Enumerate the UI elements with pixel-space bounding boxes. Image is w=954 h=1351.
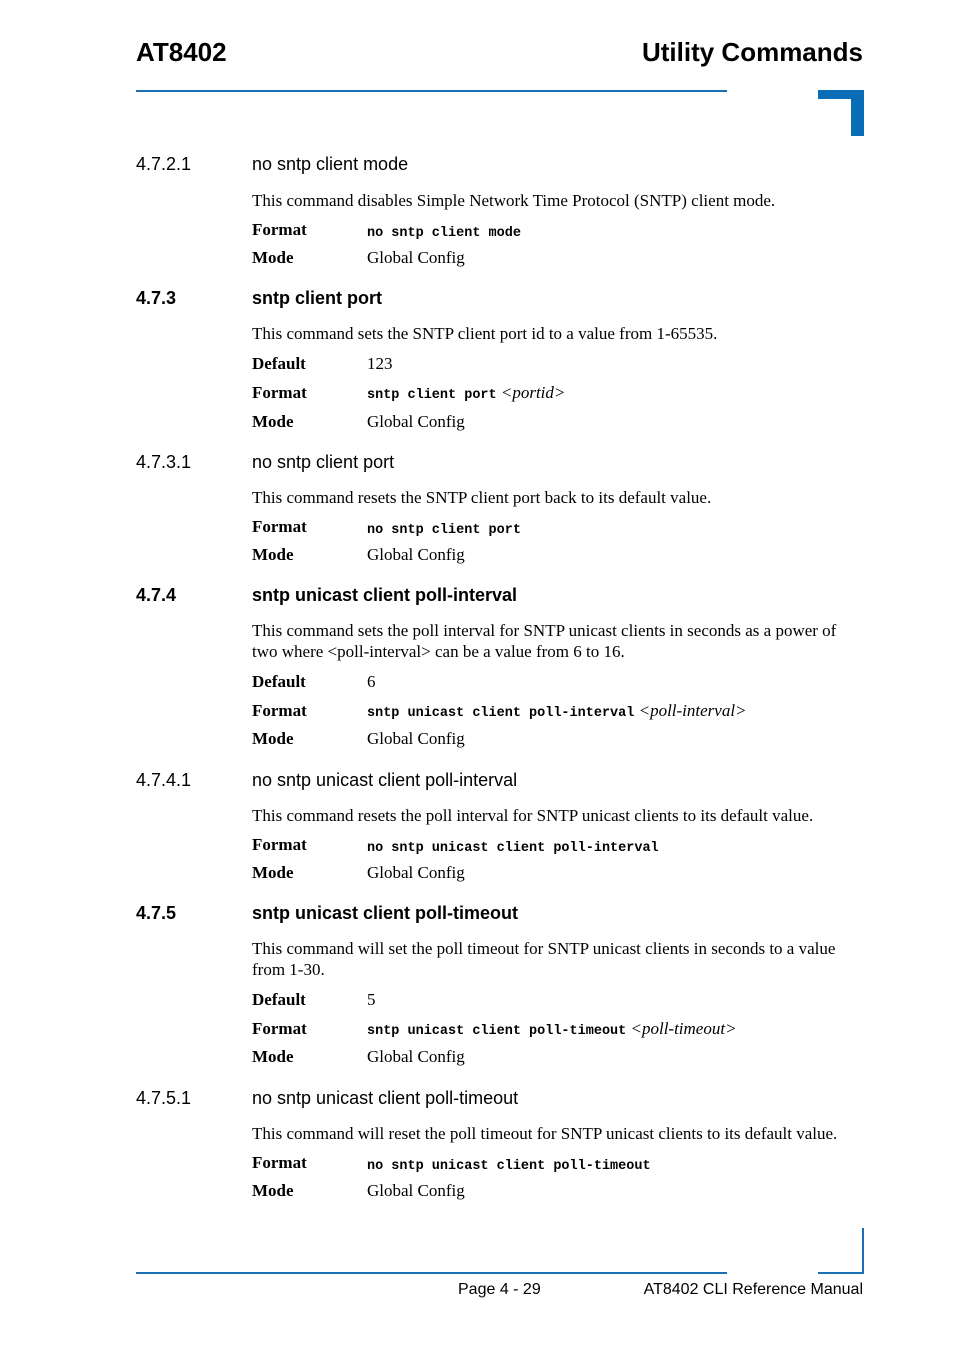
format-command: no sntp client mode <box>367 226 521 241</box>
header-rule <box>136 90 727 92</box>
section-number: 4.7.2.1 <box>136 154 192 174</box>
section-description: This command disables Simple Network Time Protocol (SNTP) client mode. <box>252 191 776 210</box>
section-title: sntp client port <box>252 288 382 308</box>
manual-title: AT8402 CLI Reference Manual <box>643 1281 863 1298</box>
mode-value: Global Config <box>367 1047 465 1066</box>
page-number: Page 4 - 29 <box>458 1281 541 1298</box>
section-title: no sntp unicast client poll-timeout <box>252 1088 519 1108</box>
section-description: This command sets the poll interval for SNTP unicast clients in seconds as a power of two where <poll-interval> can be a value from 6 to 16. <box>252 621 837 661</box>
section-number: 4.7.4 <box>136 585 177 605</box>
section-number: 4.7.5.1 <box>136 1088 192 1108</box>
section-title: sntp unicast client poll-interval <box>252 585 518 605</box>
footer-rule-right <box>818 1272 864 1274</box>
mode-label: Mode <box>252 863 294 882</box>
format-label: Format <box>252 1153 307 1172</box>
mode-label: Mode <box>252 1047 294 1066</box>
mode-value: Global Config <box>367 1181 465 1200</box>
format-command: no sntp client port <box>367 523 521 538</box>
format-label: Format <box>252 835 307 854</box>
format-label: Format <box>252 220 307 239</box>
format-label: Format <box>252 701 307 720</box>
mode-value: Global Config <box>367 545 465 564</box>
format-command: sntp unicast client poll-interval <box>367 706 635 721</box>
mode-value: Global Config <box>367 729 465 748</box>
corner-mark-top <box>818 90 864 136</box>
section-description: This command resets the SNTP client port back to its default value. <box>252 488 712 507</box>
default-label: Default <box>252 990 306 1009</box>
format-value <box>367 383 565 403</box>
format-command: sntp unicast client poll-timeout <box>367 1024 627 1039</box>
section-number: 4.7.3 <box>136 288 177 308</box>
section-title: no sntp unicast client poll-interval <box>252 770 518 790</box>
format-label: Format <box>252 1019 307 1038</box>
section-title: no sntp client port <box>252 452 395 472</box>
footer-rule <box>136 1272 727 1274</box>
format-argument: <poll-interval> <box>638 701 747 720</box>
default-value: 123 <box>367 354 393 373</box>
mode-label: Mode <box>252 1181 294 1200</box>
format-value <box>367 836 659 856</box>
section-number: 4.7.3.1 <box>136 452 192 472</box>
default-value: 5 <box>367 990 376 1009</box>
section-number: 4.7.4.1 <box>136 770 192 790</box>
format-value <box>367 221 521 241</box>
header-right-title: Utility Commands <box>641 37 863 67</box>
format-argument: <portid> <box>500 383 566 402</box>
mode-value: Global Config <box>367 248 465 267</box>
format-value <box>367 701 747 721</box>
format-command: no sntp unicast client poll-interval <box>367 841 659 856</box>
format-label: Format <box>252 383 307 402</box>
section-title: sntp unicast client poll-timeout <box>252 903 519 923</box>
mode-label: Mode <box>252 412 294 431</box>
section-description: This command resets the poll interval for SNTP unicast clients to its default value. <box>252 806 814 825</box>
default-label: Default <box>252 672 306 691</box>
mode-label: Mode <box>252 729 294 748</box>
format-argument: <poll-timeout> <box>630 1019 737 1038</box>
corner-mark-bottom <box>862 1228 864 1274</box>
format-value <box>367 1154 651 1174</box>
format-value <box>367 1019 737 1039</box>
section-number: 4.7.5 <box>136 903 177 923</box>
section-description: This command will reset the poll timeout for SNTP unicast clients to its default value. <box>252 1124 838 1143</box>
section-description: This command sets the SNTP client port id to a value from 1-65535. <box>252 324 718 343</box>
section-title: no sntp client mode <box>252 154 409 174</box>
format-command: no sntp unicast client poll-timeout <box>367 1159 651 1174</box>
format-command: sntp client port <box>367 388 497 403</box>
section-description: This command will set the poll timeout for SNTP unicast clients in seconds to a value from 1-30. <box>252 939 836 979</box>
mode-label: Mode <box>252 545 294 564</box>
mode-value: Global Config <box>367 863 465 882</box>
format-value <box>367 518 521 538</box>
mode-value: Global Config <box>367 412 465 431</box>
default-value: 6 <box>367 672 376 691</box>
default-label: Default <box>252 354 306 373</box>
header-left-title: AT8402 <box>136 37 227 67</box>
format-label: Format <box>252 517 307 536</box>
mode-label: Mode <box>252 248 294 267</box>
